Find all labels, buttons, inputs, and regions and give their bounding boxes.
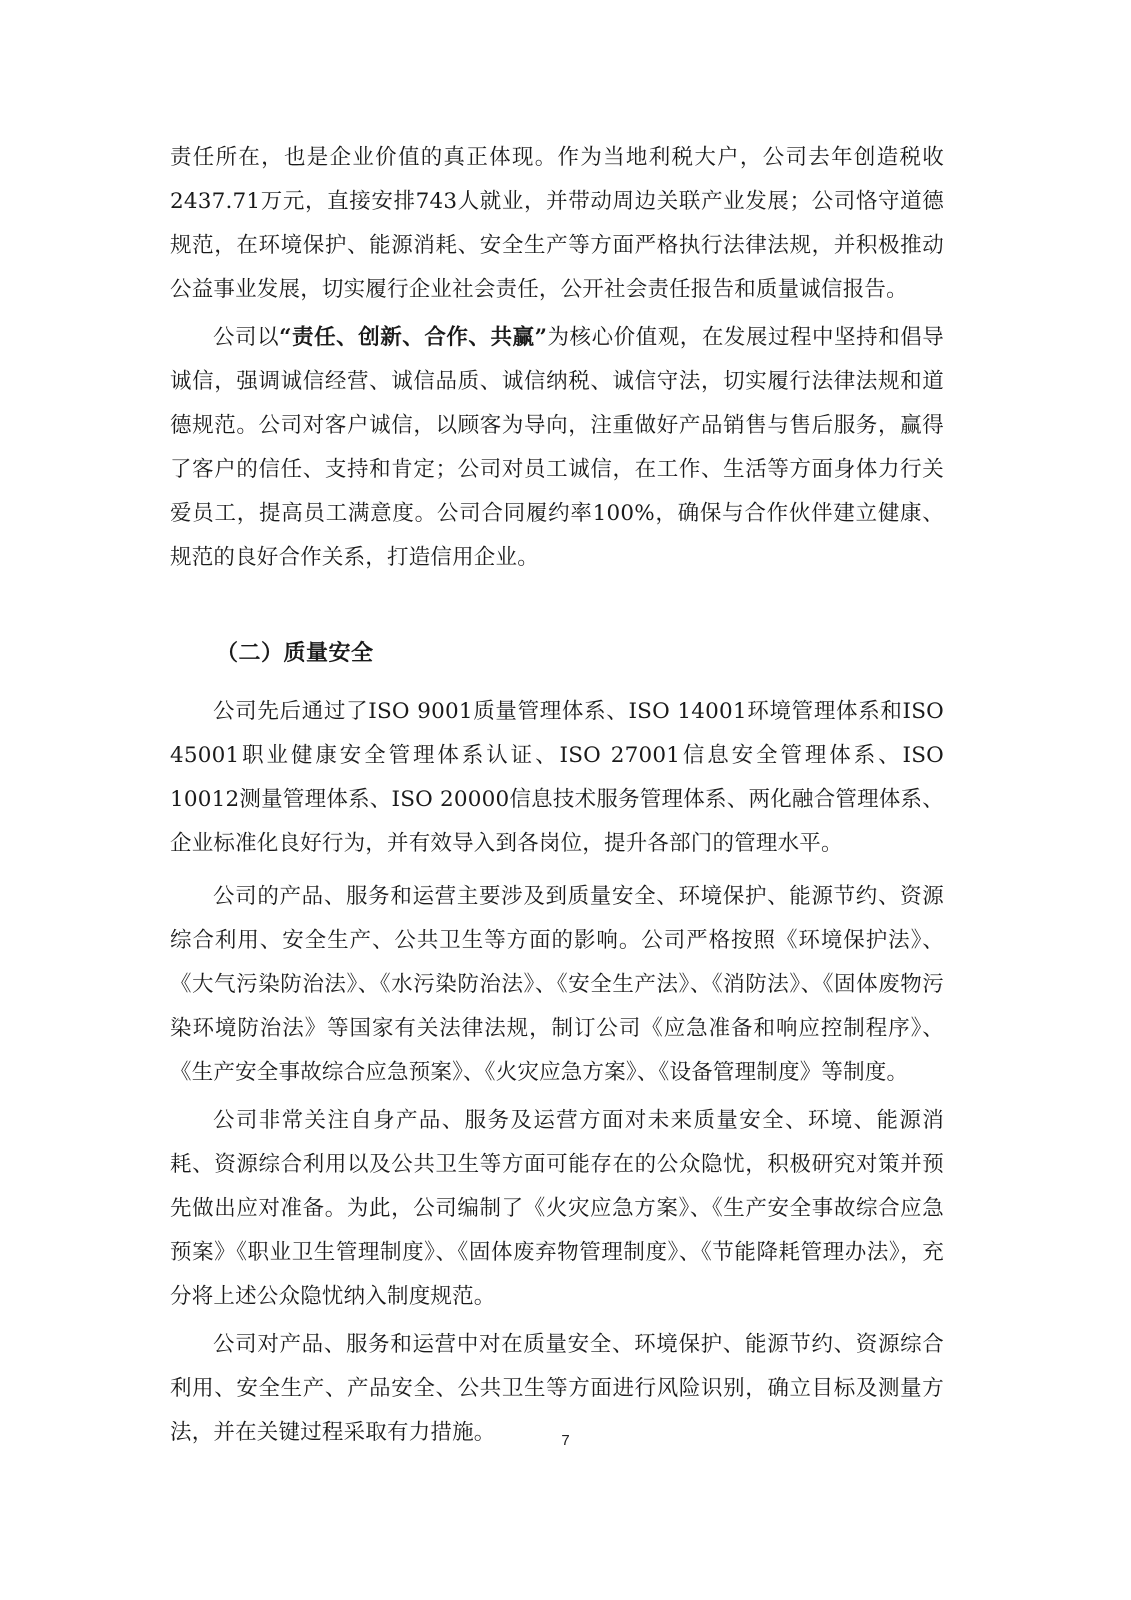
paragraph-public-concerns: 公司非常关注自身产品、服务及运营方面对未来质量安全、环境、能源消耗、资源综合利用以及公共卫生等方面可能存在的公众隐忧，积极研究对策并预先做出应对准备。为此，公司编制了《火灾应急方案》、《生产安全事故综合应急预案》《职业卫生管理制度》、《固体废弃物管理制度》、《节能降耗管理办法》，充分将上述公众隐忧纳入制度规范。 [170, 1108, 944, 1309]
document-body [170, 136, 944, 1455]
spacer [170, 866, 944, 875]
paragraph-social-responsibility: 责任所在，也是企业价值的真正体现。作为当地利税大户，公司去年创造税收2437.71万元，直接安排743人就业，并带动周边关联产业发展；公司恪守道德规范，在环境保护、能源消耗、安全生产等方面严格执行法律法规，并积极推动公益事业发展，切实履行企业社会责任，公开社会责任报告和质量诚信报告。 [170, 145, 944, 302]
page-number: 7 [561, 1432, 570, 1449]
core-values-bold: “责任、创新、合作、共赢” [279, 325, 548, 350]
paragraph-risk-identification: 公司对产品、服务和运营中对在质量安全、环境保护、能源节约、资源综合利用、安全生产、产品安全、公共卫生等方面进行风险识别，确立目标及测量方法，并在关键过程采取有力措施。 [170, 1332, 944, 1445]
paragraph-iso-certifications: 公司先后通过了ISO 9001质量管理体系、ISO 14001环境管理体系和ISO 45001职业健康安全管理体系认证、ISO 27001信息安全管理体系、ISO 10012测量管理体系、ISO 20000信息技术服务管理体系、两化融合管理体系、企业标准化良好行为，并有效导入到各岗位，提升各部门的管理水平。 [170, 699, 944, 856]
core-values-prefix: 公司以 [213, 325, 280, 350]
paragraph-core-values [170, 316, 944, 580]
section-heading-quality-safety: （二）质量安全 [216, 641, 374, 666]
paragraph-laws-regulations: 公司的产品、服务和运营主要涉及到质量安全、环境保护、能源节约、资源综合利用、安全生产、公共卫生等方面的影响。公司严格按照《环境保护法》、《大气污染防治法》、《水污染防治法》、《安全生产法》、《消防法》、《固体废物污染环境防治法》等国家有关法律法规，制订公司《应急准备和响应控制程序》、《生产安全事故综合应急预案》、《火灾应急方案》、《设备管理制度》等制度。 [170, 884, 944, 1085]
core-values-suffix: 为核心价值观，在发展过程中坚持和倡导诚信，强调诚信经营、诚信品质、诚信纳税、诚信守法，切实履行法律法规和道德规范。公司对客户诚信，以顾客为导向，注重做好产品销售与售后服务，赢得了客户的信任、支持和肯定；公司对员工诚信，在工作、生活等方面身体力行关爱员工，提高员工满意度。公司合同履约率100%，确保与合作伙伴建立健康、规范的良好合作关系，打造信用企业。 [170, 325, 944, 570]
